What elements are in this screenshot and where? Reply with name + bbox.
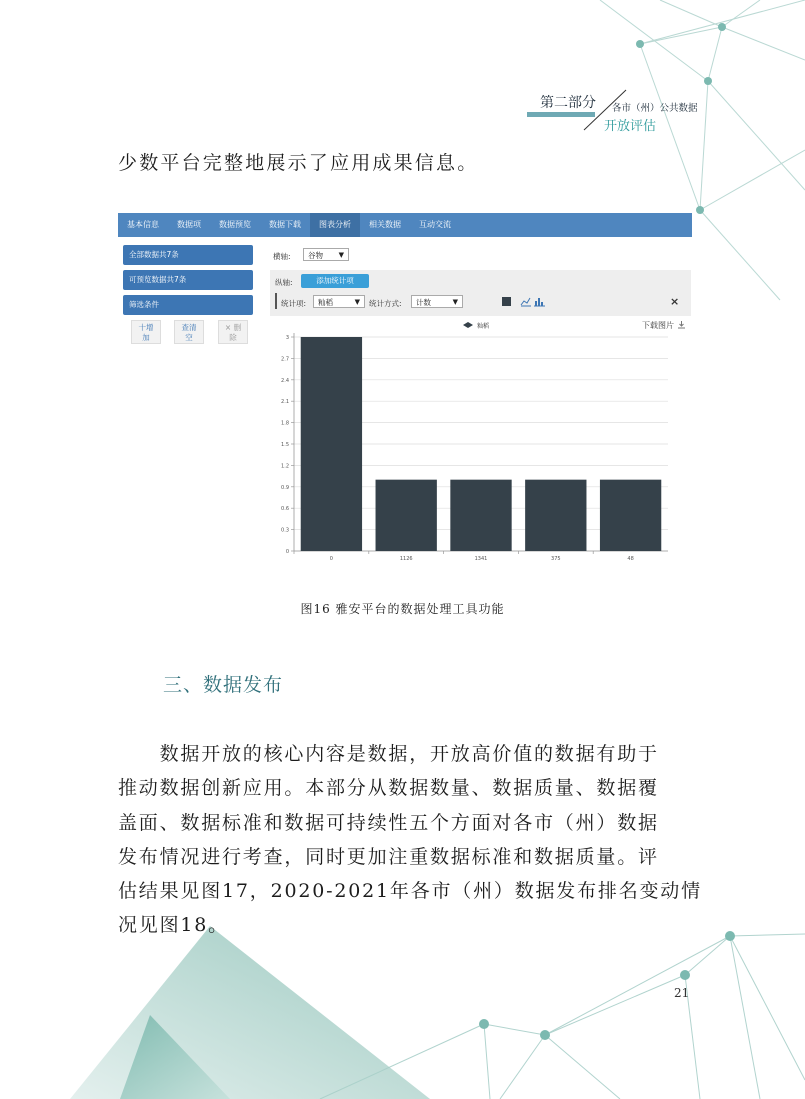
- stat-method-select[interactable]: [411, 295, 463, 308]
- y-tick-label: 2.7: [281, 356, 289, 363]
- bar: [450, 480, 511, 551]
- header-part-title: 第二部分: [540, 95, 596, 111]
- bar: [600, 480, 661, 551]
- tab-data-items[interactable]: 数据项: [177, 220, 201, 229]
- header-section: 开放评估: [604, 119, 657, 134]
- color-swatch[interactable]: [502, 297, 511, 306]
- x-tick-label: 1126: [399, 556, 413, 562]
- y-tick-label: 2.4: [281, 377, 289, 384]
- x-tick-label: 48: [627, 556, 634, 562]
- x-axis-value: 谷物: [308, 251, 323, 260]
- legend-marker: [463, 322, 473, 328]
- section-title: 三、数据发布: [163, 674, 284, 696]
- config-left-rule: [275, 293, 277, 309]
- delete-button[interactable]: [218, 320, 248, 344]
- sidebar-all-data[interactable]: 全部数据共7条: [123, 245, 253, 265]
- bar: [376, 480, 437, 551]
- x-tick-label: 375: [551, 556, 561, 562]
- delete-button-line2: 除: [229, 333, 237, 342]
- download-icon[interactable]: [677, 320, 686, 329]
- chevron-down-icon: ▼: [354, 298, 360, 306]
- header-subtitle: 各市（州）公共数据: [612, 103, 698, 114]
- tab-chart-analysis[interactable]: 图表分析: [310, 213, 360, 237]
- bar-chart: [258, 317, 678, 569]
- add-button-line1: 十增: [138, 323, 154, 332]
- stat-item-label: 统计项:: [281, 299, 307, 308]
- stat-item-select[interactable]: [313, 295, 365, 308]
- chevron-down-icon: ▼: [452, 298, 458, 306]
- bar: [301, 337, 362, 551]
- figure-caption: 图16 雅安平台的数据处理工具功能: [300, 602, 505, 616]
- y-tick-label: 0.9: [281, 484, 289, 491]
- legend-label: 籼稻: [477, 323, 490, 330]
- bar: [525, 480, 586, 551]
- add-button[interactable]: [131, 320, 161, 344]
- y-axis-label: 纵轴:: [275, 278, 293, 287]
- embedded-screenshot: [118, 213, 692, 573]
- body-line: 发布情况进行考查，同时更加注重数据标准和数据质量。评: [118, 845, 659, 868]
- y-tick-label: 1.5: [281, 442, 289, 448]
- stat-item-value: 籼稻: [318, 298, 333, 307]
- body-line: 推动数据创新应用。本部分从数据数量、数据质量、数据覆: [118, 777, 659, 800]
- tab-basic-info[interactable]: 基本信息: [127, 220, 159, 229]
- y-tick-label: 0.6: [281, 506, 289, 513]
- intro-line: 少数平台完整地展示了应用成果信息。: [118, 152, 479, 174]
- stat-method-value: 计数: [416, 298, 431, 307]
- tab-data-preview[interactable]: 数据预览: [219, 220, 251, 229]
- y-tick-label: 1.2: [281, 463, 289, 470]
- screenshot-tab-bar: [118, 213, 692, 237]
- y-tick-label: 3: [285, 335, 289, 341]
- body-line: 盖面、数据标准和数据可持续性五个方面对各市（州）数据: [118, 811, 659, 834]
- tab-related-data[interactable]: 相关数据: [369, 220, 401, 229]
- clear-button-line2: 空: [185, 333, 193, 342]
- sidebar-filter-conditions[interactable]: 筛选条件: [123, 295, 253, 315]
- delete-button-line1: × 删: [224, 323, 242, 332]
- x-axis-label: 横轴:: [273, 252, 291, 261]
- y-tick-label: 0.3: [281, 527, 289, 534]
- chart-type-icons[interactable]: [520, 296, 550, 307]
- y-tick-label: 1.8: [281, 420, 289, 427]
- add-stat-item-button[interactable]: 添加统计项: [301, 274, 369, 288]
- clear-button-line1: 查清: [181, 323, 197, 332]
- tab-data-download[interactable]: 数据下载: [269, 220, 301, 229]
- body-line: 数据开放的核心内容是数据，开放高价值的数据有助于: [118, 743, 659, 765]
- tab-interaction[interactable]: 互动交流: [419, 220, 451, 229]
- y-tick-label: 0: [285, 549, 289, 555]
- close-icon[interactable]: ×: [670, 295, 680, 308]
- bar-chart-icon: [535, 301, 537, 306]
- line-chart-icon: [521, 298, 530, 305]
- chevron-down-icon: ▼: [338, 251, 344, 259]
- sidebar-previewable-data[interactable]: 可预览数据共7条: [123, 270, 253, 290]
- body-paragraph: [118, 737, 702, 943]
- x-tick-label: 1341: [474, 556, 488, 562]
- stat-method-label: 统计方式:: [369, 299, 402, 308]
- body-line: 估结果见图17，2020-2021年各市（州）数据发布排名变动情: [118, 880, 702, 903]
- y-tick-label: 2.1: [281, 399, 289, 406]
- body-line: 况见图18。: [118, 914, 229, 937]
- clear-button[interactable]: [174, 320, 204, 344]
- download-image-link[interactable]: 下载图片: [642, 321, 674, 330]
- add-button-line2: 加: [142, 333, 150, 342]
- page-number: 21: [674, 986, 690, 1000]
- x-tick-label: 0: [329, 556, 333, 562]
- x-axis-select[interactable]: [303, 248, 349, 261]
